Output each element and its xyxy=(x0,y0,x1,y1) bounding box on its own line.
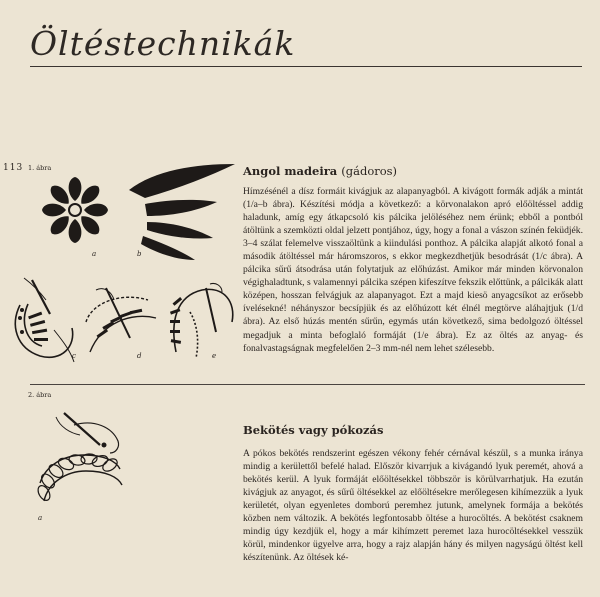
figure-1d-label: d xyxy=(137,352,142,360)
title-divider xyxy=(30,66,582,67)
figure-1-label: 1. ábra xyxy=(28,164,52,172)
figure-1e-label: e xyxy=(212,352,217,360)
figure-2-buttonhole-loop-illustration xyxy=(34,405,144,525)
page-number: 113 xyxy=(3,163,24,173)
figure-1b-label: b xyxy=(137,250,142,258)
figure-1b-leaf-illustration xyxy=(125,160,240,260)
section-1-heading xyxy=(243,164,397,178)
figure-1c-label: c xyxy=(72,352,76,360)
section-1-body: Hímzésénél a dísz formáit kivágjuk az alapanyagból. A kivágott formák adják a mintát (1/a–b ábra). Készítési módja a következő: a körvonalakon apró előöltéssel addig haladunk, amíg egy átkapcsoló kis pálcika jelöléséhez nem érünk; ebből a pontból átöltünk a szemközti oldal jelzett pontjához, úgy, hogy a fonal a vászon színén feküdjék. 3–4 szálat felemelve visszaöltünk a kiindulási ponthoz. A pálcika alapját alkotó fonal a második átöltéssel már háromszoros, s ekkor megkezdhetjük besodrását (1/c ábra). A pálcika sűrű átsodrása után folytatjuk az előhúzást. Amikor már minden körvonalon végighaladtunk, s valamennyi pálcika szépen kifeszítve fekszik előttünk, a pálcikák alatt középen, hosszan felvágjuk az alapanyagot. Ezt a majd kiesö anyagcsíkot az erősebb ívelésekné! néhányszor becsípjük és az előhúzott két élnél megtörve aláhajtjuk (1/d ábra). Az első húzás mentén sűrűn, egymás után következő, sima bedolgozó öltéssel megadjuk a minta befoglaló formáját (1/e ábra). Ez az öltés az anyag- és fonalvastagságnak megfelelően 2–3 mm-nél nem lehet szélesebb. xyxy=(243,186,583,354)
section-2-body: A pókos bekötés rendszerint egészen vékony fehér cérnával készül, s a munka iránya mindig a kerülettől befelé halad. Először kivarrjuk a kivágandó lyuk peremét, ahová a bekötés kerül. A lyuk formáját előöltésekkel többször is körülvarrhatjuk. Ha ezután kivágjuk az anyagot, és sűrű öltésekkel az előöltésekre merőlegesen kihímezzük a lyuk kerületét, olyan egyenletes domború peremhez jutunk, amelynek formája a bekötés közben nem változik. A bekötés legfontosabb öltése a hurocöltés. A bekötést csaknem mindig úgy kezdjük el, hogy a már kihímzett peremet laza hurocöltésekkel vesszük körül, mindenkor ügyelve arra, hogy a rajz alapján hány és milyen nagyságú öltést kell készítenünk. Az öltések ké- xyxy=(243,448,583,564)
figure-1d-cut-fold-illustration xyxy=(82,282,162,367)
figure-1e-satin-edge-illustration xyxy=(166,282,241,367)
section-1-heading-text: Angol madeira xyxy=(243,164,338,178)
section-2-heading: Bekötés vagy pókozás xyxy=(243,423,384,437)
page-title: Öltéstechnikák xyxy=(30,24,296,63)
figure-1c-bar-stitch-illustration xyxy=(10,270,85,365)
figure-1a-label: a xyxy=(92,250,97,258)
figure-2-label: 2. ábra xyxy=(28,391,52,399)
figure-1a-flower-illustration xyxy=(40,170,120,250)
figure-2a-label: a xyxy=(38,514,43,522)
section-divider xyxy=(30,384,585,385)
section-1-heading-paren: (gádoros) xyxy=(341,164,398,178)
